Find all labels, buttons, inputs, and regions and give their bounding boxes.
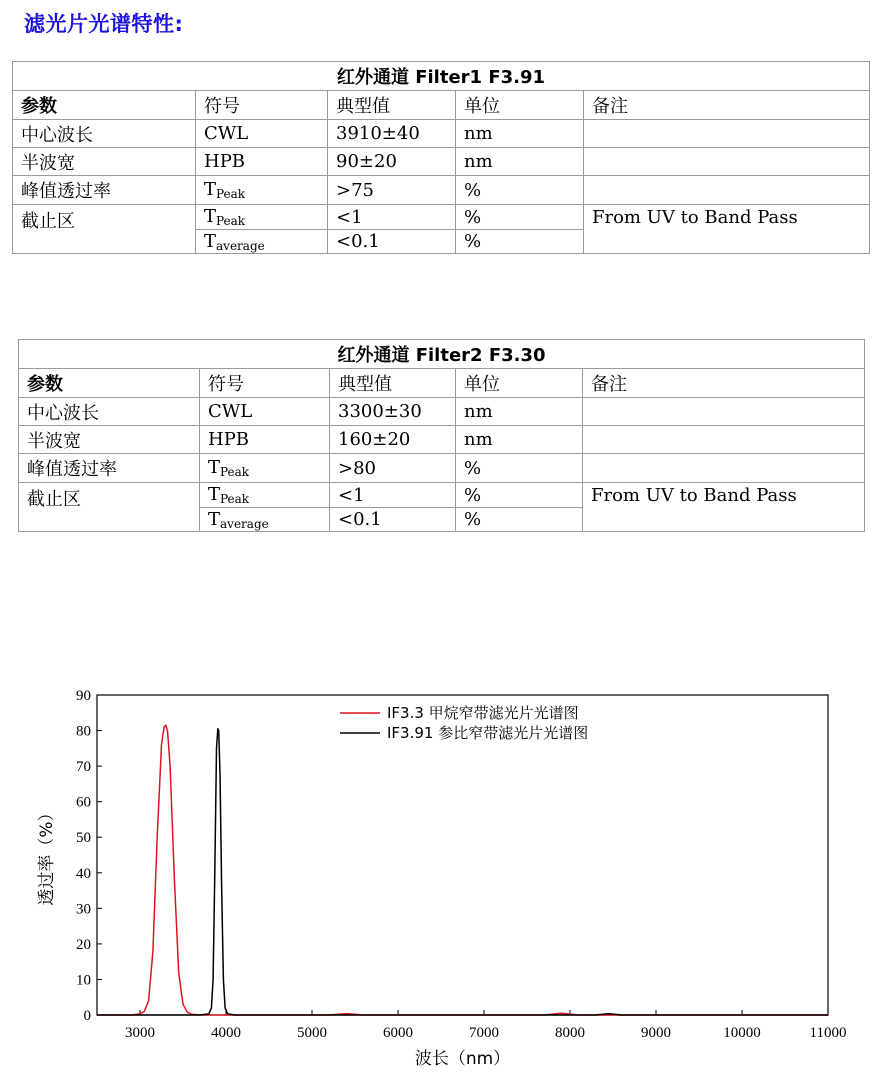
value-cell: <0.1 <box>330 508 456 532</box>
note-cell: From UV to Band Pass <box>584 205 870 254</box>
symbol-cell <box>196 205 328 230</box>
x-tick-label: 8000 <box>555 1025 585 1041</box>
table-row <box>19 483 865 508</box>
symbol-cell: CWL <box>200 398 330 426</box>
unit-cell: % <box>456 483 583 508</box>
table-row <box>13 148 870 176</box>
unit-cell: % <box>456 230 584 254</box>
y-axis-label: 透过率（%） <box>37 804 57 906</box>
symbol-main: T <box>204 230 217 252</box>
value-cell: <0.1 <box>328 230 456 254</box>
symbol-cell <box>196 230 328 254</box>
table-title: 红外通道 Filter1 F3.91 <box>13 62 870 91</box>
value-cell: >75 <box>328 176 456 205</box>
y-tick-label: 80 <box>76 723 91 740</box>
value-cell: 3300±30 <box>330 398 456 426</box>
symbol-cell: HPB <box>200 426 330 454</box>
param-cell: 中心波长 <box>13 120 196 148</box>
symbol-cell: HPB <box>196 148 328 176</box>
value-cell: 3910±40 <box>328 120 456 148</box>
table-row <box>19 454 865 483</box>
note-cell <box>583 398 865 426</box>
table-header-row <box>19 369 865 398</box>
y-tick-label: 20 <box>76 936 91 953</box>
header-symbol: 符号 <box>200 369 330 398</box>
x-tick-label: 11000 <box>809 1025 847 1041</box>
spectrum-chart <box>0 670 886 1075</box>
symbol-main: T <box>208 508 221 530</box>
symbol-subscript: average <box>220 516 269 531</box>
param-cell: 截止区 <box>13 205 196 254</box>
x-tick-label: 3000 <box>125 1025 155 1041</box>
param-cell: 半波宽 <box>13 148 196 176</box>
y-tick-label: 10 <box>76 972 91 989</box>
symbol-cell <box>200 454 330 483</box>
header-unit: 单位 <box>456 369 583 398</box>
header-note: 备注 <box>583 369 865 398</box>
value-cell: 90±20 <box>328 148 456 176</box>
series-line-1 <box>97 725 828 1015</box>
note-cell <box>583 426 865 454</box>
header-value: 典型值 <box>328 91 456 120</box>
table-header-row <box>13 91 870 120</box>
symbol-subscript: Peak <box>216 214 246 228</box>
param-cell: 峰值透过率 <box>19 454 200 483</box>
table-row <box>13 205 870 230</box>
header-value: 典型值 <box>330 369 456 398</box>
symbol-subscript: Peak <box>220 492 250 506</box>
value-cell: 160±20 <box>330 426 456 454</box>
y-tick-label: 30 <box>76 901 91 918</box>
unit-cell: nm <box>456 398 583 426</box>
plot-frame <box>97 695 828 1015</box>
y-tick-label: 70 <box>76 759 91 776</box>
header-param: 参数 <box>13 91 196 120</box>
table-row <box>19 398 865 426</box>
value-cell: <1 <box>330 483 456 508</box>
table-row <box>19 426 865 454</box>
unit-cell: % <box>456 508 583 532</box>
table-title: 红外通道 Filter2 F3.30 <box>19 340 865 369</box>
x-axis-label: 波长（nm） <box>414 1049 511 1069</box>
symbol-subscript: Peak <box>220 465 250 479</box>
symbol-cell <box>196 176 328 205</box>
param-cell: 中心波长 <box>19 398 200 426</box>
unit-cell: nm <box>456 426 583 454</box>
y-tick-label: 0 <box>83 1008 91 1024</box>
table-row <box>13 120 870 148</box>
x-tick-label: 5000 <box>297 1025 327 1041</box>
header-unit: 单位 <box>456 91 584 120</box>
param-cell: 峰值透过率 <box>13 176 196 205</box>
note-cell <box>583 454 865 483</box>
symbol-subscript: average <box>216 238 265 253</box>
symbol-subscript: Peak <box>216 187 246 201</box>
x-tick-label: 10000 <box>723 1025 761 1041</box>
note-cell: From UV to Band Pass <box>583 483 865 532</box>
y-tick-label: 40 <box>76 865 91 882</box>
header-symbol: 符号 <box>196 91 328 120</box>
note-cell <box>584 120 870 148</box>
x-tick-label: 7000 <box>469 1025 499 1041</box>
legend-label-2: IF3.91 参比窄带滤光片光谱图 <box>387 724 589 742</box>
table-row <box>13 176 870 205</box>
x-tick-label: 6000 <box>383 1025 413 1041</box>
x-tick-label: 4000 <box>211 1025 241 1041</box>
value-cell: >80 <box>330 454 456 483</box>
param-cell: 截止区 <box>19 483 200 532</box>
value-cell: <1 <box>328 205 456 230</box>
series-line-2 <box>97 729 828 1015</box>
unit-cell: nm <box>456 120 584 148</box>
filter1-spec-table <box>12 61 870 254</box>
unit-cell: % <box>456 176 584 205</box>
y-tick-label: 90 <box>76 688 91 704</box>
header-note: 备注 <box>584 91 870 120</box>
legend-label-1: IF3.3 甲烷窄带滤光片光谱图 <box>387 704 579 722</box>
unit-cell: nm <box>456 148 584 176</box>
section-heading: 滤光片光谱特性: <box>24 12 184 36</box>
symbol-cell: CWL <box>196 120 328 148</box>
symbol-main: T <box>208 484 221 505</box>
filter2-spec-table <box>18 339 865 532</box>
note-cell <box>584 176 870 205</box>
symbol-main: T <box>208 457 221 478</box>
symbol-main: T <box>204 179 217 200</box>
symbol-cell <box>200 508 330 532</box>
header-param: 参数 <box>19 369 200 398</box>
unit-cell: % <box>456 205 584 230</box>
param-cell: 半波宽 <box>19 426 200 454</box>
symbol-main: T <box>204 206 217 227</box>
symbol-cell <box>200 483 330 508</box>
unit-cell: % <box>456 454 583 483</box>
x-tick-label: 9000 <box>641 1025 671 1041</box>
y-tick-label: 50 <box>76 830 91 847</box>
note-cell <box>584 148 870 176</box>
y-tick-label: 60 <box>76 794 91 811</box>
